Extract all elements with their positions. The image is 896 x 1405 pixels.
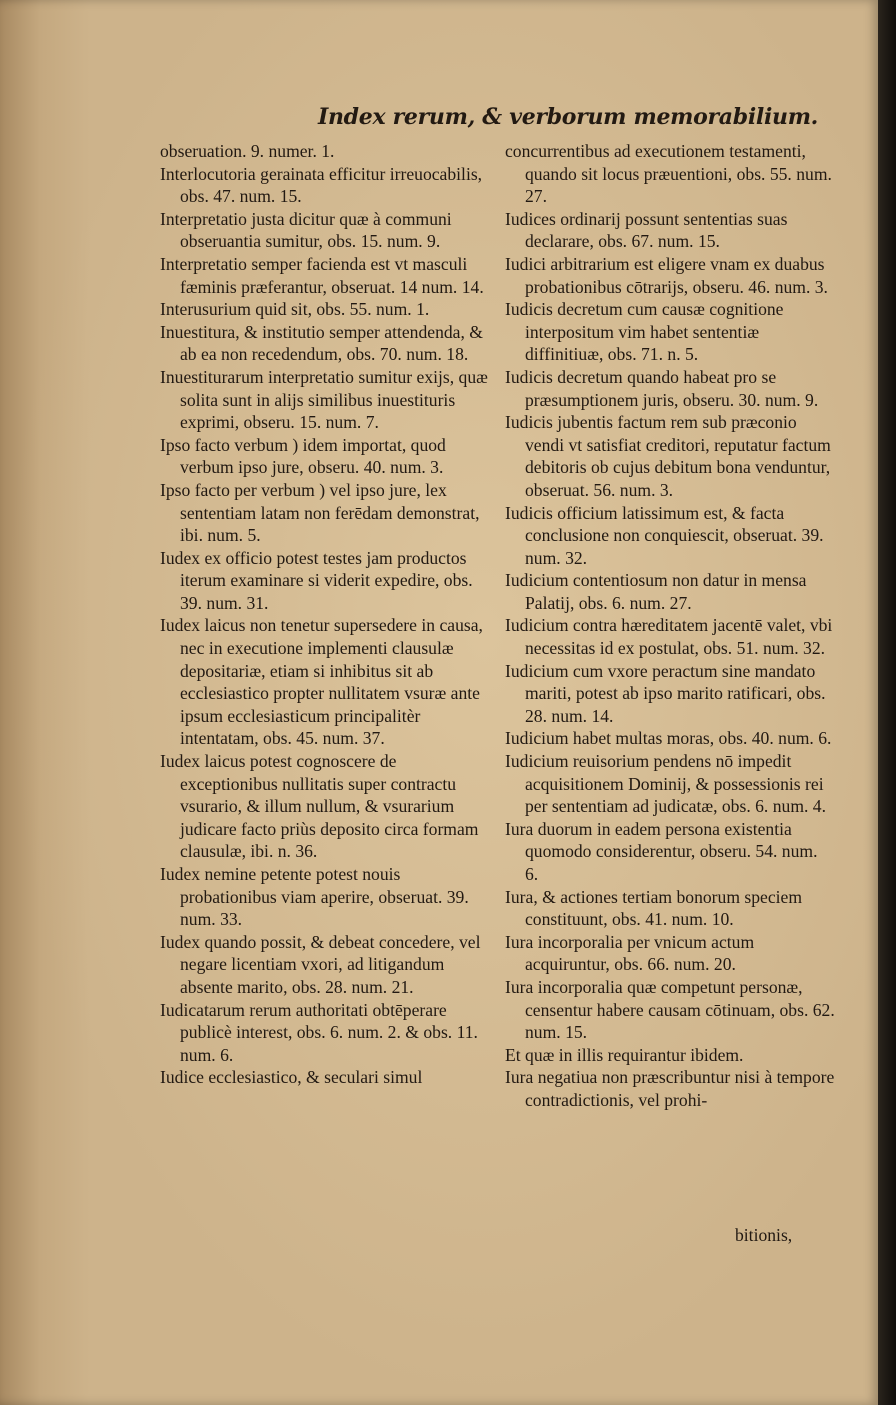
index-entry: Ipso facto verbum ) idem importat, quod verbum ipso jure, obseru. 40. num. 3. [160,434,446,478]
index-entry: concurrentibus ad executionem testamenti, quando sit locus præuentioni, obs. 55. num. 27. [505,141,832,207]
index-entry: Iudex laicus non tenetur supersedere in causa, nec in executione implementi clausulæ depositariæ, etiam si inhibitus sit ab ecclesiastico propter nullitatem vsuræ ante ipsum ecclesiasticum principalitèr intentatam, obs. 45. num. 37. [160,615,483,749]
index-entry: Iudice ecclesiastico, & seculari simul [160,1067,423,1088]
index-entry: Inuestitura, & institutio semper attendenda, & ab ea non recedendum, obs. 70. num. 18. [160,321,483,365]
index-entry: Interpretatio semper facienda est vt masculi fæminis præferantur, obseruat. 14 num. 14. [160,253,484,297]
index-entry: Iudicium habet multas moras, obs. 40. num. 6. [505,728,832,749]
index-entry: Iudex laicus potest cognoscere de exceptionibus nullitatis super contractu vsurario, & illum nullum, & vsurarium judicare facto priùs deposito circa formam clausulæ, ibi. n. 36. [160,751,479,862]
index-entry: Ipso facto per verbum ) vel ipso jure, lex sententiam latam non ferēdam demonstrat, ibi. num. 5. [160,479,480,546]
index-entry: Interpretatio justa dicitur quæ à communi obseruantia sumitur, obs. 15. num. 9. [160,208,452,252]
running-header: Index rerum, & verborum memorabilium. [318,104,819,130]
index-entry: obseruation. 9. numer. 1. [160,141,335,161]
index-entry: Interlocutoria gerainata efficitur irreuocabilis, obs. 47. num. 15. [160,163,483,207]
book-edge [878,0,896,1405]
index-entry: Inuestiturarum interpretatio sumitur exijs, quæ solita sunt in alijs similibus inuestituris exprimi, obseru. 15. num. 7. [160,366,488,433]
left-column [160,140,490,1089]
index-entry: Iudicis jubentis factum rem sub præconio vendi vt satisfiat creditori, reputatur factum debitoris ob cujus debitum bona venduntur, obseruat. 56. num. 3. [505,412,831,500]
index-entry: Iudices ordinarij possunt sententias suas declarare, obs. 67. num. 15. [505,208,788,252]
index-entry: Iudex nemine petente potest nouis probationibus viam aperire, obseruat. 39. num. 33. [160,864,469,930]
index-entry: Iudici arbitrarium est eligere vnam ex duabus probationibus cōtrarijs, obseru. 46. num. 3. [505,253,828,297]
index-entry: Iudicis decretum cum causæ cognitione interpositum vim habet sententiæ diffinitiuæ, obs. 71. n. 5. [505,299,784,365]
index-entry: Iudex quando possit, & debeat concedere, vel negare licentiam vxori, ad litigandum absente marito, obs. 28. num. 21. [160,931,481,997]
index-entry: Iudicium contra hæreditatem jacentē valet, vbi necessitas id ex postulat, obs. 51. num. 32. [505,615,833,659]
index-entry: Iudicis officium latissimum est, & facta conclusione non conquiescit, obseruat. 39. num. 32. [505,502,824,568]
index-entry: Iura negatiua non præscribuntur nisi à tempore contradictionis, vel prohi- [505,1067,835,1110]
index-entry: Iudicium contentiosum non datur in mensa Palatij, obs. 6. num. 27. [505,570,807,613]
index-entry: Iura incorporalia per vnicum actum acquiruntur, obs. 66. num. 20. [505,931,755,975]
catchword: bitionis, [735,1225,793,1245]
index-entry: Iudicium reuisorium pendens nō impedit acquisitionem Dominij, & possessionis rei per sententiam ad judicatæ, obs. 6. num. 4. [505,751,826,817]
index-entry: Iura duorum in eadem persona existentia quomodo considerentur, obseru. 54. num. 6. [505,818,818,884]
index-entry: Interusurium quid sit, obs. 55. num. 1. [160,299,430,320]
index-entry: Iudicium cum vxore peractum sine mandato mariti, potest ab ipso marito ratificari, obs. 28. num. 14. [505,660,826,726]
index-entry: Iudex ex officio potest testes jam productos iterum examinare si viderit expedire, obs. 39. num. 31. [160,547,473,613]
right-column [505,140,835,1112]
index-entry: Iudicis decretum quando habeat pro se præsumptionem juris, obseru. 30. num. 9. [505,366,819,410]
index-entry: Et quæ in illis requirantur ibidem. [505,1044,744,1065]
index-entry: Iura, & actiones tertiam bonorum speciem constituunt, obs. 41. num. 10. [505,886,803,930]
index-entry: Iudicatarum rerum authoritati obtēperare publicè interest, obs. 6. num. 2. & obs. 11. num. 6. [160,999,478,1065]
index-entry: Iura incorporalia quæ competunt personæ, censentur habere causam cōtinuam, obs. 62. num. 15. [505,976,835,1043]
